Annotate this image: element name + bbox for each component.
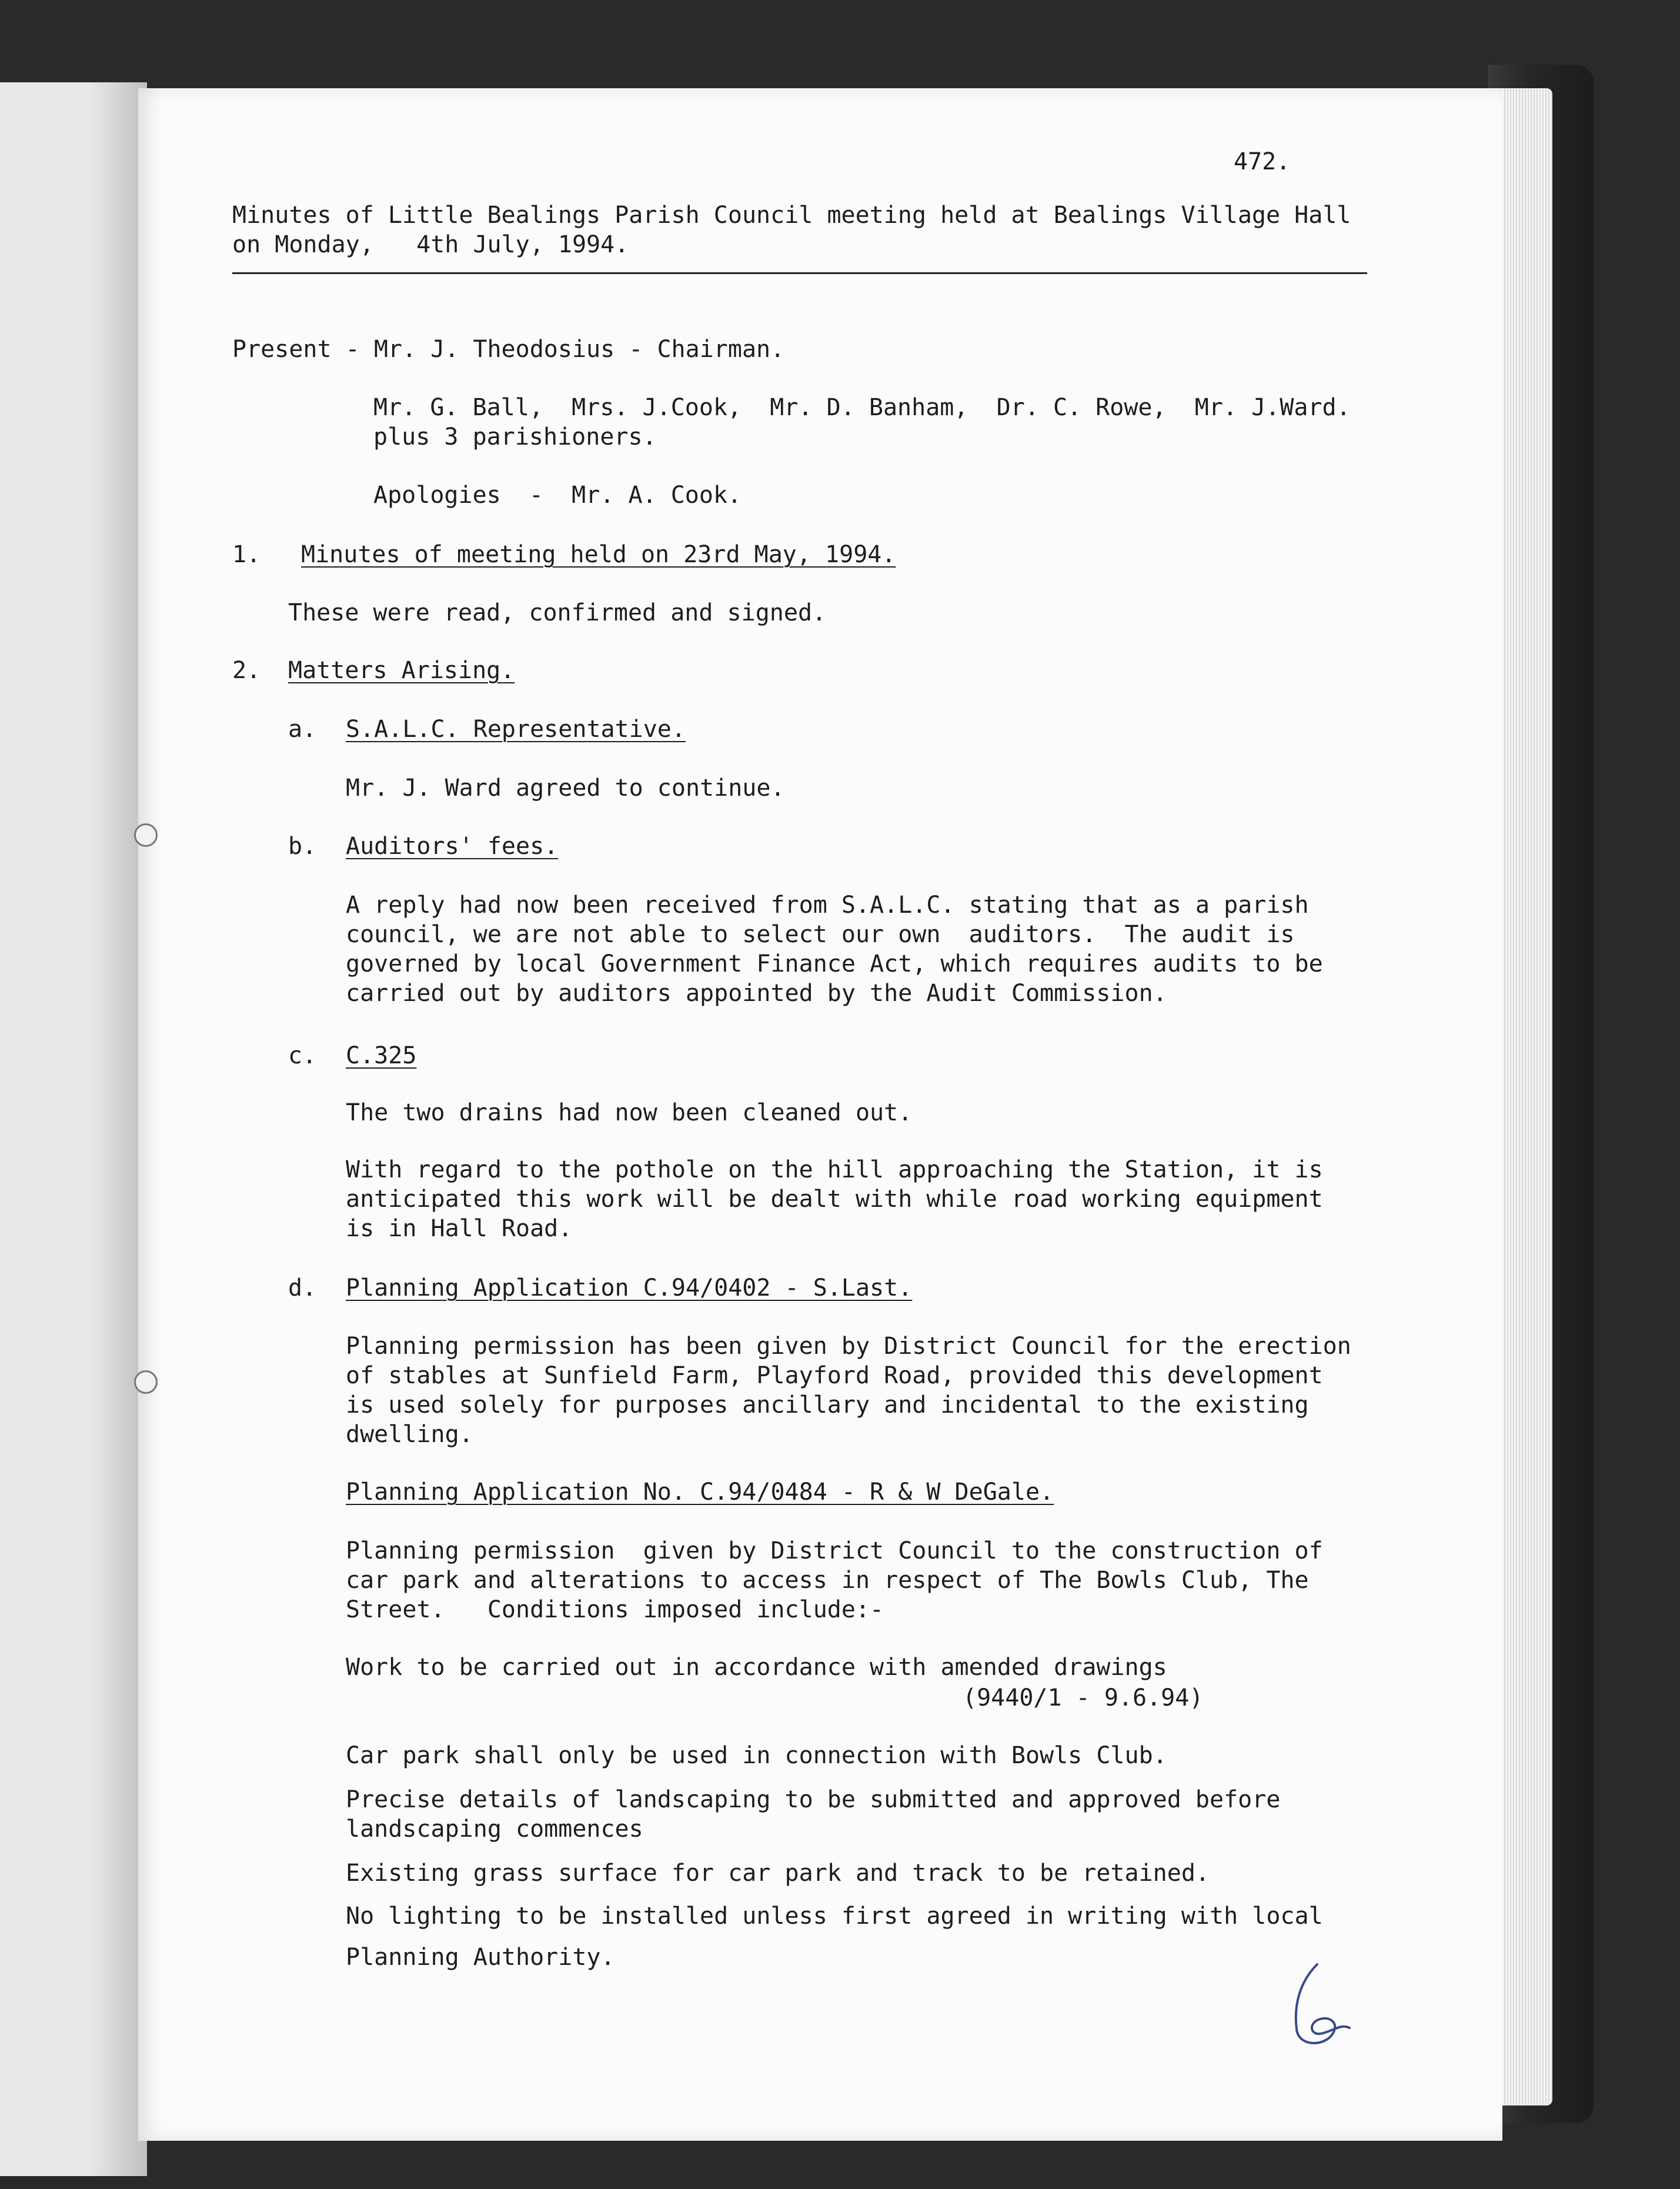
item-2-number: 2.	[232, 657, 261, 684]
item-2c-body-4: is in Hall Road.	[346, 1215, 573, 1242]
binding-hole	[134, 823, 158, 847]
item-2b-letter: b.	[288, 833, 317, 860]
item-2d-body-4: dwelling.	[346, 1421, 473, 1448]
condition-5a: No lighting to be installed unless first agreed in writing with local	[346, 1903, 1323, 1930]
item-1-number: 1.	[232, 541, 261, 568]
title-rule	[232, 272, 1367, 274]
item-2b-body-2: council, we are not able to select our own auditors. The audit is	[346, 921, 1295, 948]
condition-5b: Planning Authority.	[346, 1944, 615, 1971]
item-2c-body-3: anticipated this work will be dealt with while road working equipment	[346, 1186, 1323, 1213]
item-2b-body-1: A reply had now been received from S.A.L.C. stating that as a parish	[346, 892, 1309, 919]
condition-1-ref: (9440/1 - 9.6.94)	[963, 1684, 1204, 1711]
item-1-body: These were read, confirmed and signed.	[288, 599, 827, 626]
condition-4: Existing grass surface for car park and track to be retained.	[346, 1860, 1210, 1887]
item-2d-letter: d.	[288, 1274, 317, 1302]
item-2e-body-3: Street. Conditions imposed include:-	[346, 1596, 884, 1623]
attendees-line-1: Mr. G. Ball, Mrs. J.Cook, Mr. D. Banham, Dr. C. Rowe, Mr. J.Ward.	[373, 394, 1351, 421]
item-2d-body-2: of stables at Sunfield Farm, Playford Road, provided this development	[346, 1362, 1323, 1389]
item-2b-body-3: governed by local Government Finance Act, which requires audits to be	[346, 950, 1323, 977]
page-number: 472.	[1234, 148, 1291, 175]
present-line: Present - Mr. J. Theodosius - Chairman.	[232, 336, 785, 363]
title-line-2: on Monday, 4th July, 1994.	[232, 231, 629, 258]
item-2e-body-1: Planning permission given by District Council to the construction of	[346, 1537, 1323, 1564]
item-1-heading: Minutes of meeting held on 23rd May, 1994.	[301, 541, 896, 568]
item-2e-body-2: car park and alterations to access in respect of The Bowls Club, The	[346, 1567, 1309, 1594]
item-2a-letter: a.	[288, 716, 317, 743]
attendees-line-2: plus 3 parishioners.	[373, 423, 657, 451]
condition-2: Car park shall only be used in connection with Bowls Club.	[346, 1742, 1167, 1769]
item-2d-body-1: Planning permission has been given by District Council for the erection	[346, 1333, 1351, 1360]
condition-3b: landscaping commences	[346, 1816, 643, 1843]
item-2c-body-1: The two drains had now been cleaned out.	[346, 1099, 913, 1126]
item-2c-letter: c.	[288, 1042, 317, 1069]
item-2e-heading: Planning Application No. C.94/0484 - R & W DeGale.	[346, 1479, 1054, 1506]
item-2-heading: Matters Arising.	[288, 657, 515, 684]
item-2b-heading: Auditors' fees.	[346, 833, 559, 860]
item-2c-body-2: With regard to the pothole on the hill approaching the Station, it is	[346, 1156, 1323, 1183]
title-line-1: Minutes of Little Bealings Parish Council meeting held at Bealings Village Hall	[232, 202, 1351, 229]
handwritten-initial	[1276, 1958, 1358, 2053]
item-2a-body: Mr. J. Ward agreed to continue.	[346, 775, 785, 802]
item-2a-heading: S.A.L.C. Representative.	[346, 716, 686, 743]
item-2d-body-3: is used solely for purposes ancillary and incidental to the existing	[346, 1392, 1309, 1419]
apologies: Apologies - Mr. A. Cook.	[373, 482, 742, 509]
item-2d-heading: Planning Application C.94/0402 - S.Last.	[346, 1274, 913, 1302]
item-2b-body-4: carried out by auditors appointed by the Audit Commission.	[346, 980, 1167, 1007]
binding-hole	[134, 1370, 158, 1394]
condition-3a: Precise details of landscaping to be submitted and approved before	[346, 1786, 1281, 1813]
item-2c-heading: C.325	[346, 1042, 417, 1069]
condition-1: Work to be carried out in accordance with amended drawings	[346, 1654, 1167, 1681]
